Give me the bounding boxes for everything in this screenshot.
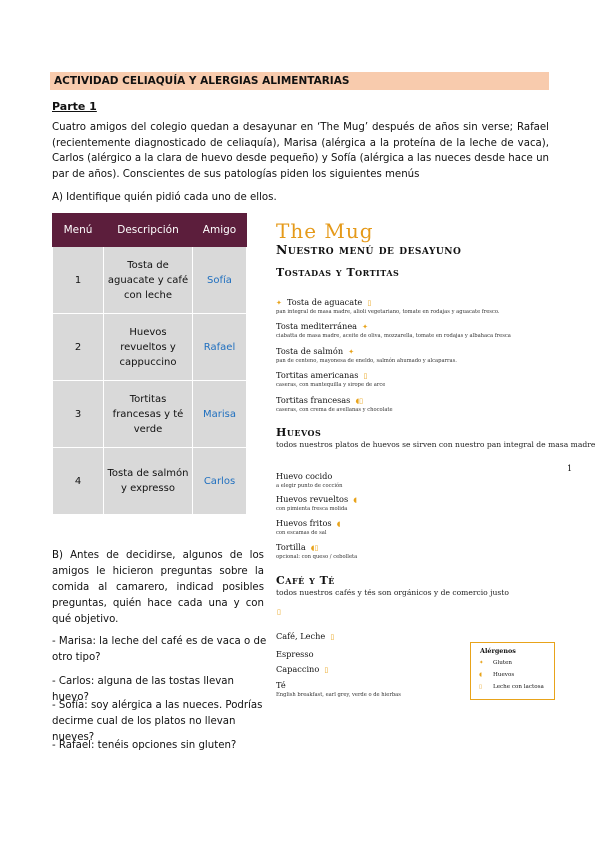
item-name: Tortilla [276,542,306,552]
allergen-legend [470,642,555,700]
egg-icon: ◖ [310,544,315,552]
egg-icon: ◖ [479,672,482,678]
menu-item [276,673,401,698]
table-header-row [53,214,247,247]
mug-subtitle: Nuestro menú de desayuno [276,242,462,257]
item-description: opcional: con queso / cebolleta [276,554,358,560]
intro-paragraph: Cuatro amigos del colegio quedan a desayunar en ‘The Mug’ después de años sin verse; Rafael (recientemente diagnosticado de celiaquía), Marisa (alérgica a la proteína de la leche de vaca), Carlos (alérgico a la clara de huevo desde pequeño) y Sofía (alérgica a las nueces desde hace un par de años). Conscientes de sus patologías piden los siguientes menús [52,122,549,180]
menu-item [276,624,334,643]
item-description: con escamas de sal [276,530,327,536]
item-description: pan integral de masa madre, alioli vegetariano, tomate en rodajas y aguacate fresco. [276,309,500,315]
part-label: Parte 1 [52,100,97,113]
milk-icon: ▯ [359,397,364,405]
item-name: Huevos fritos [276,518,332,528]
item-name: Tortitas francesas [276,395,351,405]
item-description: caseras, con crema de avellanas y chocolate [276,407,393,413]
item-name: Tosta de salmón [276,346,344,356]
legend-label: Huevos [493,672,515,678]
item-name: Huevos revueltos [276,494,349,504]
wheat-icon: ✦ [348,348,355,356]
menu-item [276,388,393,413]
item-description: con pimienta fresca molida [276,506,348,512]
legend-title: Alérgenos [480,647,516,655]
menu-item [276,339,457,364]
item-name: Tosta de aguacate [286,297,363,307]
header-friend: Amigo [193,214,247,247]
item-description: caseras, con mantequilla y sirope de arce [276,382,386,388]
wheat-icon: ✦ [362,323,369,331]
menu-description: Tortitas francesas y té verde [104,381,193,448]
header-menu: Menú [53,214,104,247]
answer-carlos: - Carlos: alguna de las tostas llevan huevo? [52,676,235,703]
legend-row [479,672,514,678]
wheat-icon: ✦ [479,660,484,666]
friend-name: Sofía [193,247,247,314]
item-description: English breakfast, earl grey, verde o de hierbas [276,692,401,698]
item-name: Tortitas americanas [276,370,359,380]
menu-item [276,535,357,560]
coffee-note: todos nuestros cafés y tés son orgánicos y de comercio justo [276,588,509,597]
item-description: pan de centeno, mayonesa de eneldo, salmón ahumado y alcaparras. [276,358,457,364]
friend-name: Marisa [193,381,247,448]
wheat-icon: ✦ [276,299,282,307]
item-name: Té [276,680,286,690]
table-row [53,314,247,381]
table-row [53,247,247,314]
milk-icon: ▯ [314,544,319,552]
menu-number: 1 [53,247,104,314]
menu-number: 4 [53,448,104,515]
page-number: 1 [567,463,573,473]
mug-title: The Mug [276,219,374,243]
item-description: ciabatta de masa madre, aceite de oliva, mozzarella, tomate en rodajas y albahaca fresca [276,333,511,339]
menu-item [276,487,357,512]
menu-number: 3 [53,381,104,448]
question-a: A) Identifique quién pidió cada uno de ellos. [52,192,277,203]
milk-icon: ▯ [479,684,483,690]
legend-label: Gluten [493,660,513,666]
menu-item [276,464,343,489]
legend-label: Leche con lactosa [493,684,544,690]
friend-name: Carlos [193,448,247,515]
menu-item [276,290,500,315]
menu-number: 2 [53,314,104,381]
activity-title: ACTIVIDAD CELIAQUÍA Y ALERGIAS ALIMENTARIAS [50,72,549,90]
menu-assignment-table [52,213,247,515]
menu-description: Tosta de aguacate y café con leche [104,247,193,314]
answer-marisa: - Marisa: la leche del café es de vaca o de otro tipo? [52,636,267,663]
friend-name: Rafael [193,314,247,381]
eggs-note: todos nuestros platos de huevos se sirven con nuestro pan integral de masa madre [276,440,596,449]
milk-icon: ▯ [277,608,281,616]
egg-icon: ◖ [353,496,357,504]
table-row [53,381,247,448]
item-name: Huevo cocido [276,471,333,481]
milk-icon: ▯ [324,666,329,674]
milk-icon: ▯ [367,299,372,307]
answer-sofia: - Sofía: soy alérgica a las nueces. Podrías decirme cual de los platos no llevan nueves? [52,700,263,743]
section-toasts-heading: Tostadas y Tortitas [276,266,400,279]
item-name: Capaccino [276,664,320,674]
header-description: Descripción [104,214,193,247]
milk-icon: ▯ [363,372,368,380]
legend-row [479,660,512,666]
answer-rafael: - Rafael: tenéis opciones sin gluten? [52,740,237,751]
section-coffee-heading: Café y Té [276,574,335,587]
question-b: B) Antes de decidirse, algunos de los amigos le hicieron preguntas sobre la comida al camarero, indicad posibles preguntas, quién hace cada una y con qué objetivo. [52,550,264,625]
table-row [53,448,247,515]
milk-icon: ▯ [330,633,335,641]
item-description: a elegir punto de cocción [276,483,343,489]
legend-row [479,684,544,690]
menu-item [276,363,385,388]
egg-icon: ◖ [336,520,341,528]
menu-item [276,314,511,339]
item-name: Café, Leche [276,631,326,641]
item-name: Tosta mediterránea [276,321,358,331]
section-eggs-heading: Huevos [276,426,322,439]
egg-icon: ◖ [355,397,360,405]
item-name: Espresso [276,649,314,659]
menu-description: Huevos revueltos y cappuccino [104,314,193,381]
menu-item [276,511,340,536]
menu-description: Tosta de salmón y expresso [104,448,193,515]
